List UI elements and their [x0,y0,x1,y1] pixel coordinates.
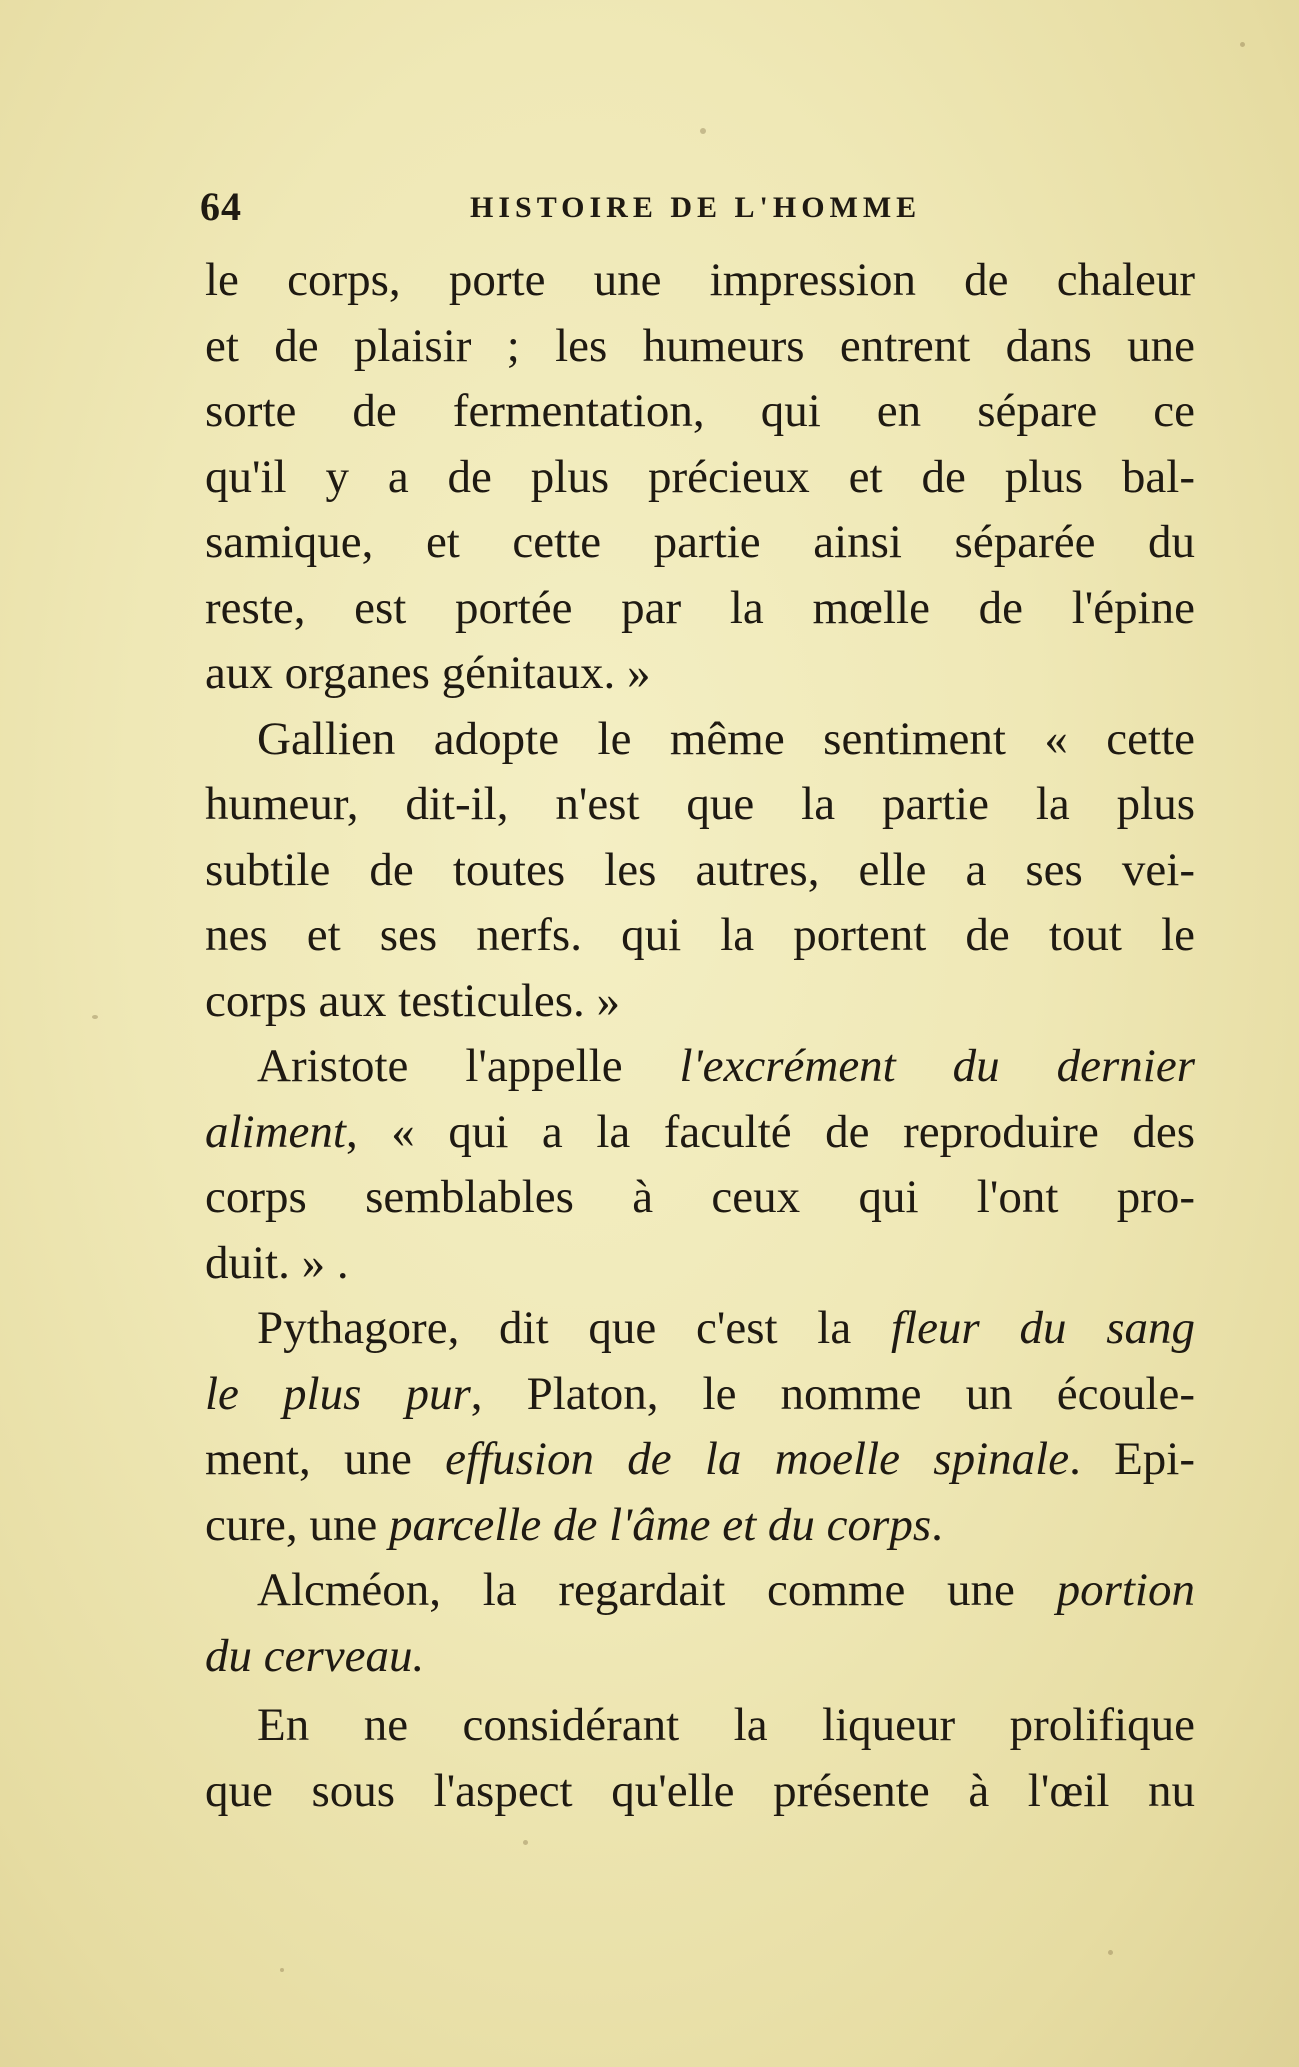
text-segment: corps aux testicules. » [205,974,621,1027]
text-segment: Pythagore, dit que c'est la [257,1302,891,1354]
italic-text-segment: parcelle de l'âme et du corps [388,1498,932,1551]
paper-speck [1108,1950,1113,1955]
text-line [205,1693,1195,1759]
text-line [205,772,1195,838]
italic-text-segment: fleur du sang [890,1302,1195,1354]
italic-text-segment: du cerveau. [205,1629,425,1682]
text-segment: samique, et cette partie ainsi séparée du [205,516,1195,568]
text-line [205,1759,1195,1825]
text-segment: sorte de fermentation, qui en sépare ce [205,385,1195,437]
body-text [205,248,1195,1824]
text-segment: nes et ses nerfs. qui la portent de tout le [205,909,1195,961]
text-segment: Aristote l'appelle [257,1040,680,1092]
text-segment: corps semblables à ceux qui l'ont pro- [205,1171,1195,1223]
text-line [205,1100,1195,1166]
paper-speck [700,128,706,134]
text-segment: Alcméon, la regardait comme une [257,1564,1057,1616]
text-segment: . Epi- [1069,1433,1196,1485]
text-segment: et de plaisir ; les humeurs entrent dans une [205,319,1195,372]
text-line [205,1493,1195,1559]
text-segment: Gallien adopte le même sentiment « cette [257,712,1195,765]
italic-text-segment: l'excrément du dernier [679,1040,1195,1092]
text-segment: duit. » . [205,1236,349,1289]
running-title: HISTOIRE DE L'HOMME [470,191,922,224]
italic-text-segment: effusion de la moelle spinale [445,1433,1070,1485]
text-segment: cure, une [205,1498,389,1551]
paper-speck [523,1840,528,1845]
text-line [205,248,1195,314]
running-head [200,183,1200,233]
text-segment: aux organes génitaux. » [205,647,651,699]
text-segment: En ne considérant la liqueur prolifique [257,1699,1195,1751]
text-line [205,314,1195,380]
page-number: 64 [200,184,242,229]
text-line [205,969,1195,1035]
italic-text-segment: aliment [205,1105,346,1158]
text-line [205,1362,1195,1428]
italic-text-segment: portion [1056,1564,1195,1616]
text-line [205,1427,1195,1493]
text-line [205,838,1195,904]
paper-speck [280,1968,284,1972]
text-line [205,1034,1195,1100]
text-line [205,1624,1195,1690]
text-line [205,903,1195,969]
text-segment: subtile de toutes les autres, elle a ses vei- [205,843,1195,896]
text-segment: , « qui a la faculté de reproduire des [345,1105,1195,1158]
paper-speck [1240,42,1245,47]
text-line [205,707,1195,773]
text-line [205,1558,1195,1624]
italic-text-segment: le plus pur [205,1367,471,1420]
text-segment: ment, une [205,1433,446,1485]
text-line [205,1296,1195,1362]
text-line [205,576,1195,642]
text-segment: reste, est portée par la mœlle de l'épine [205,581,1195,634]
text-line [205,1165,1195,1231]
text-segment: humeur, dit-il, n'est que la partie la plus [205,778,1195,830]
text-line [205,1231,1195,1297]
text-line [205,379,1195,445]
text-segment: . [931,1498,943,1551]
text-segment: que sous l'aspect qu'elle présente à l'œil nu [205,1764,1195,1817]
text-line [205,510,1195,576]
paper-speck [92,1015,98,1019]
text-segment: qu'il y a de plus précieux et de plus bal- [205,450,1195,503]
text-segment: , Platon, le nomme un écoule- [470,1367,1196,1420]
text-line [205,445,1195,511]
text-line [205,641,1195,707]
text-segment: le corps, porte une impression de chaleur [205,254,1195,306]
